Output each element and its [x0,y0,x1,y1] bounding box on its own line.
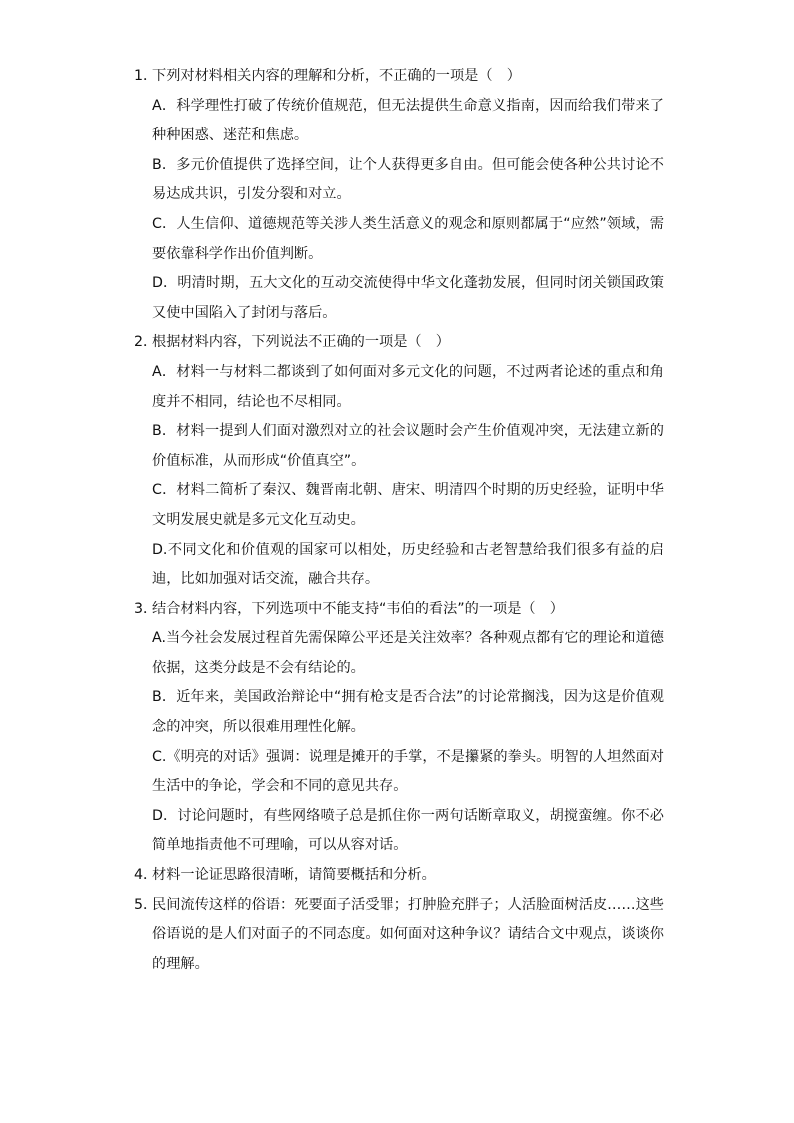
question-number: 2． [134,334,158,351]
question-number: 5． [134,896,158,913]
question-stem: 下列对材料相关内容的理解和分析，不正确的一项是（ ） [152,68,521,84]
question-stem: 材料一论证思路很清晰，请简要概括和分析。 [152,867,436,884]
option-b: B．近年来，美国政治辩论中“拥有枪支是否合法”的讨论常搁浅，因为这是价值观念的冲突，所以很难用理性化解。 [152,689,664,736]
option-d: D.不同文化和价值观的国家可以相处，历史经验和古老智慧给我们很多有益的启迪，比如加强对话交流，融合共存。 [152,541,664,588]
option-c: C.《明亮的对话》强调：说理是摊开的手掌，不是攥紧的拳头。明智的人坦然面对生活中的争论，学会和不同的意见共存。 [152,748,664,795]
question-4 [134,861,664,891]
option-d: D．明清时期，五大文化的互动交流使得中华文化蓬勃发展，但同时闭关锁国政策又使中国陷入了封闭与落后。 [152,275,664,321]
option-a: A．材料一与材料二都谈到了如何面对多元文化的问题，不过两者论述的重点和角度并不相同，结论也不尽相同。 [152,363,664,410]
option-a: A.当今社会发展过程首先需保障公平还是关注效率？各种观点都有它的理论和道德依据，这类分歧是不会有结论的。 [152,630,664,676]
question-number: 1． [134,68,158,84]
question-2 [134,328,664,594]
question-stem: 结合材料内容，下列选项中不能支持“韦伯的看法”的一项是（ ） [152,600,564,617]
option-c: C．材料二简析了秦汉、魏晋南北朝、唐宋、明清四个时期的历史经验，证明中华文明发展史就是多元文化互动史。 [152,482,664,528]
option-b: B．多元价值提供了选择空间，让个人获得更多自由。但可能会使各种公共讨论不易达成共识，引发分裂和对立。 [152,156,664,203]
option-d: D．讨论问题时，有些网络喷子总是抓住你一两句话断章取义，胡搅蛮缠。你不必简单地指责他不可理喻，可以从容对话。 [152,807,664,854]
option-a: A．科学理性打破了传统价值规范，但无法提供生命意义指南，因而给我们带来了种种困惑、迷茫和焦虑。 [152,97,664,144]
question-5 [134,891,664,980]
question-3 [134,595,664,861]
question-number: 4． [134,867,158,884]
question-stem: 民间流传这样的俗语：死要面子活受罪；打肿脸充胖子；人活脸面树活皮……这些俗语说的是人们对面子的不同态度。如何面对这种争议？请结合文中观点，谈谈你的理解。 [152,896,664,972]
question-1 [134,62,664,328]
question-list [134,62,664,979]
option-c: C．人生信仰、道德规范等关涉人类生活意义的观念和原则都属于“应然”领域，需要依靠科学作出价值判断。 [152,215,664,262]
option-b: B．材料一提到人们面对激烈对立的社会议题时会产生价值观冲突，无法建立新的价值标准，从而形成“价值真空”。 [152,423,664,469]
question-stem: 根据材料内容，下列说法不正确的一项是（ ） [152,334,450,351]
question-number: 3． [134,600,158,617]
